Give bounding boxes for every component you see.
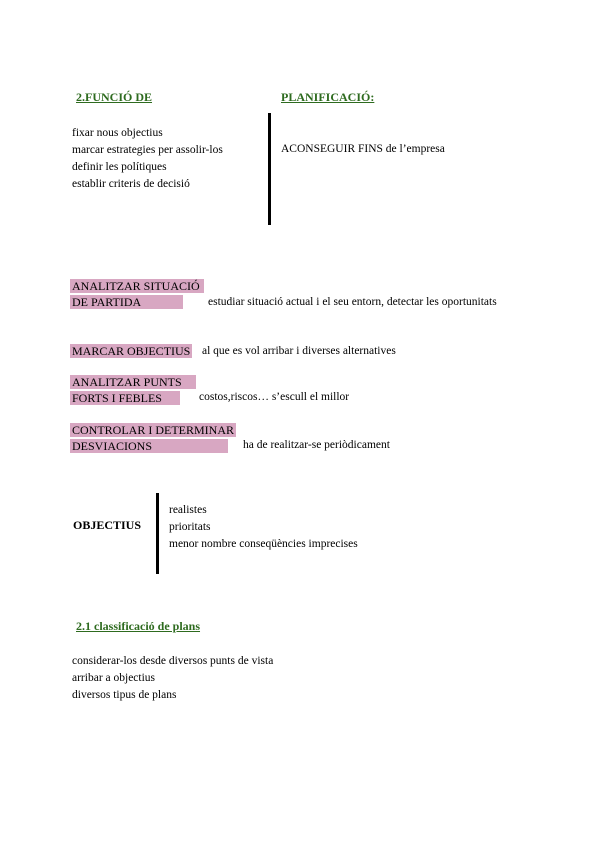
- section-heading-funcio: 2.FUNCIÓ DE: [76, 90, 153, 104]
- step-label: ANALITZAR PUNTS FORTS I FEBLES: [70, 374, 196, 406]
- step-description: estudiar situació actual i el seu entorn, detectar les oportunitats: [208, 296, 497, 308]
- list-item: prioritats: [169, 521, 211, 533]
- step-label: MARCAR OBJECTIUS: [72, 344, 191, 358]
- step-description: al que es vol arribar i diverses alternatives: [202, 345, 396, 357]
- section-heading-classificacio: 2.1 classificació de plans: [76, 619, 201, 633]
- list-item: realistes: [169, 504, 207, 516]
- objectives-label: OBJECTIUS: [73, 518, 142, 532]
- step-label: CONTROLAR I DETERMINAR DESVIACIONS: [72, 423, 234, 453]
- list-item: establir criteris de decisió: [72, 178, 190, 190]
- vertical-divider: [156, 493, 159, 574]
- list-item: definir les polítiques: [72, 161, 167, 173]
- step-description: costos,riscos… s’escull el millor: [199, 391, 350, 403]
- list-item: fixar nous objectius: [72, 127, 163, 139]
- list-item: marcar estrategies per assolir-los: [72, 144, 223, 156]
- step-label: ANALITZAR SITUACIÓ DE PARTIDA: [70, 278, 204, 310]
- plans-list: [72, 653, 273, 704]
- vertical-divider: [268, 113, 271, 225]
- goal-text: ACONSEGUIR FINS de l’empresa: [281, 143, 445, 155]
- list-item: considerar-los desde diversos punts de vista: [72, 655, 274, 667]
- list-item: menor nombre conseqüències imprecises: [169, 538, 358, 550]
- list-item: arribar a objectius: [72, 672, 156, 684]
- section-heading-planificacio: PLANIFICACIÓ:: [281, 90, 375, 104]
- step-description: ha de realitzar-se periòdicament: [243, 439, 390, 451]
- list-item: diversos tipus de plans: [72, 689, 177, 701]
- objectives-list: [169, 502, 358, 553]
- function-list: [72, 125, 223, 193]
